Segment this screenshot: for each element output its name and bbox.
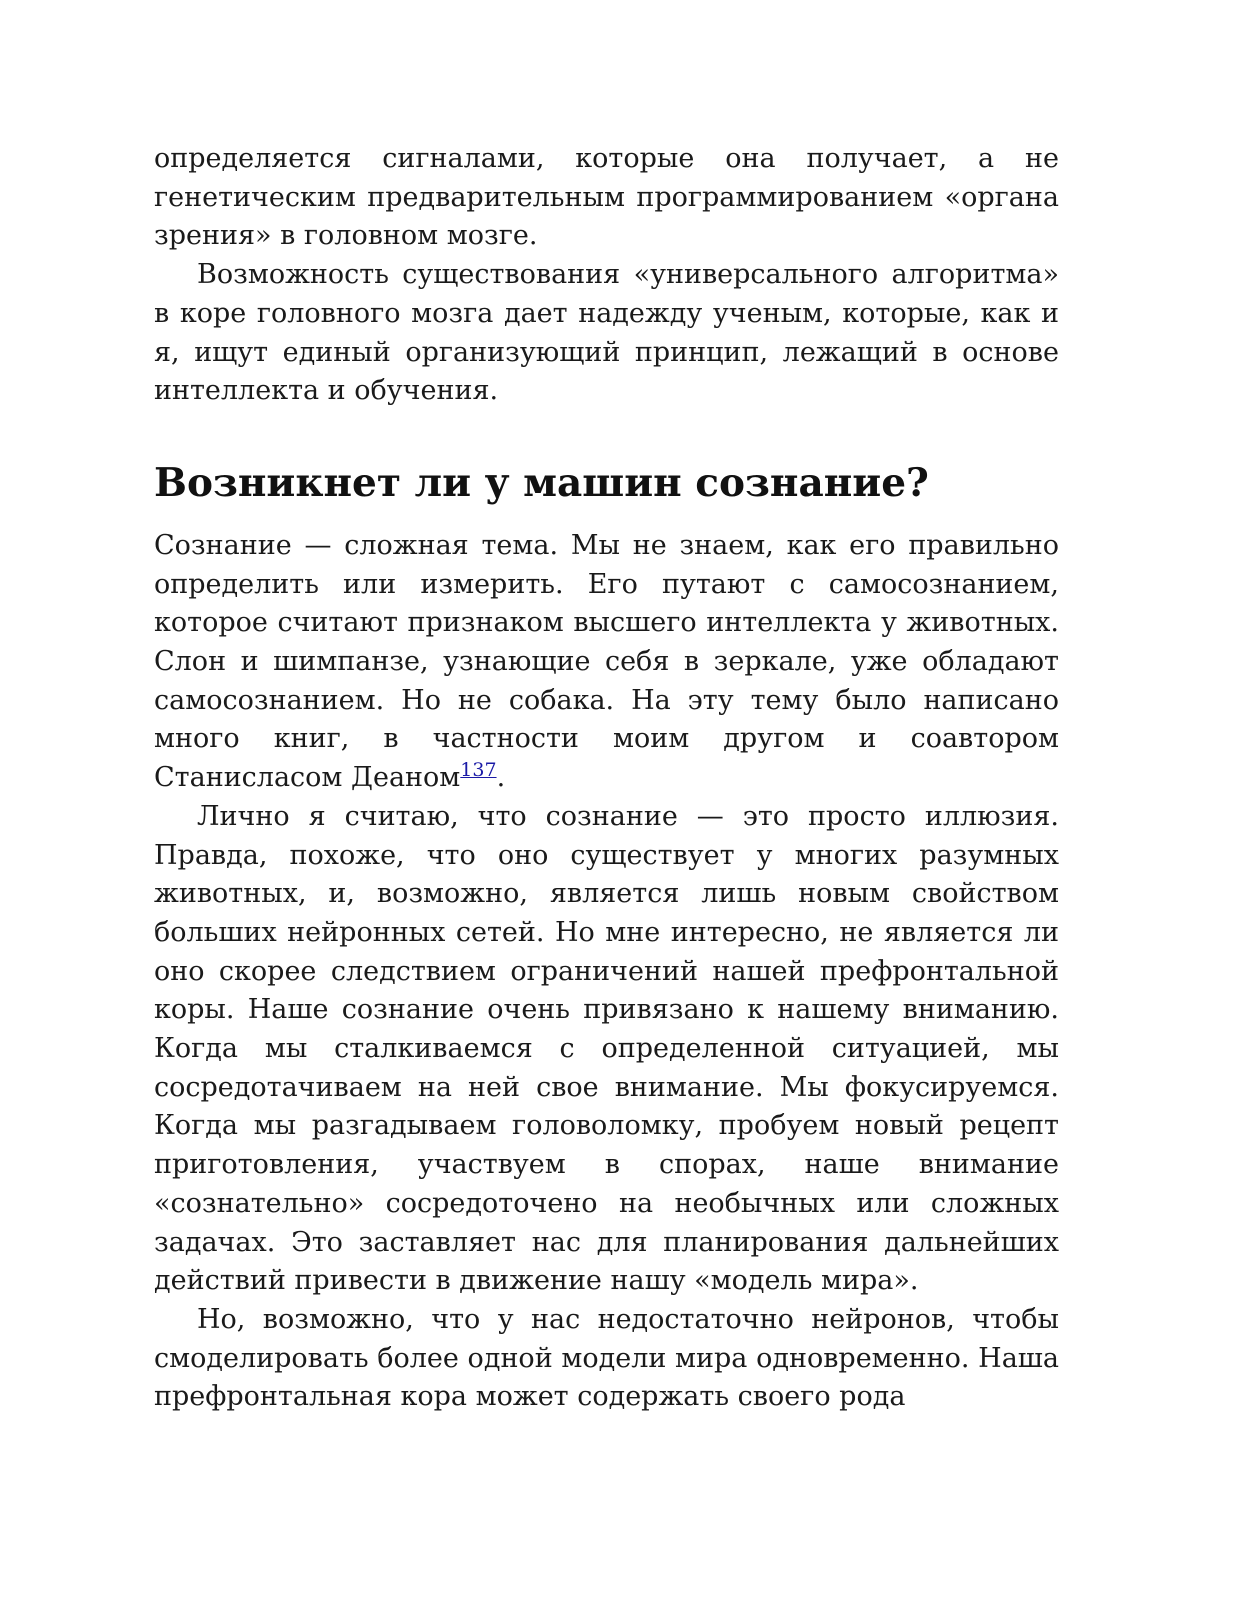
paragraph-illusion: Лично я считаю, что сознание — это просто иллюзия. Правда, похоже, что оно существует у многих разумных животных, и, возможно, является лишь новым свойством больших нейронных сетей. Но мне интересно, не является ли оно скорее следствием ограничений нашей префронтальной коры. Наше сознание очень привязано к нашему вниманию. Когда мы сталкиваемся с определенной ситуацией, мы сосредотачиваем на ней свое внимание. Мы фокусируемся. Когда мы разгадываем головоломку, пробуем новый рецепт приготовления, участвуем в спорах, наше внимание «сознательно» сосредоточено на необычных или сложных задачах. Это заставляет нас для планирования дальнейших действий привести в движение нашу «модель мира».	[154, 800, 1059, 1297]
paragraph-consciousness-intro-text: Сознание — сложная тема. Мы не знаем, как его правильно определить или измерить. Его путают с самосознанием, которое считают признаком высшего интеллекта у животных. Слон и шимпанзе, узнающие себя в зеркале, уже обладают самосознанием. Но не собака. На эту тему было написано много книг, в частности моим другом и соавтором Станисласом Деаном	[154, 529, 1059, 794]
paragraph-universal-algorithm: Возможность существования «универсального алгоритма» в коре головного мозга дает надежду ученым, которые, как и я, ищут единый организующий принцип, лежащий в основе интеллекта и обучения.	[154, 259, 1059, 407]
paragraph-end-period: .	[496, 762, 506, 794]
page-content	[154, 140, 1059, 1417]
paragraph-consciousness-intro	[154, 527, 1059, 798]
continued-paragraph: определяется сигналами, которые она получает, а не генетическим предварительным программированием «органа зрения» в головном мозге.	[154, 143, 1059, 252]
paragraph-neurons: Но, возможно, что у нас недостаточно нейронов, чтобы смоделировать более одной модели мира одновременно. Наша префронтальная кора может содержать своего рода	[154, 1303, 1059, 1413]
section-heading: Возникнет ли у машин сознание?	[154, 459, 929, 506]
footnote-link[interactable]: 137	[460, 759, 497, 782]
